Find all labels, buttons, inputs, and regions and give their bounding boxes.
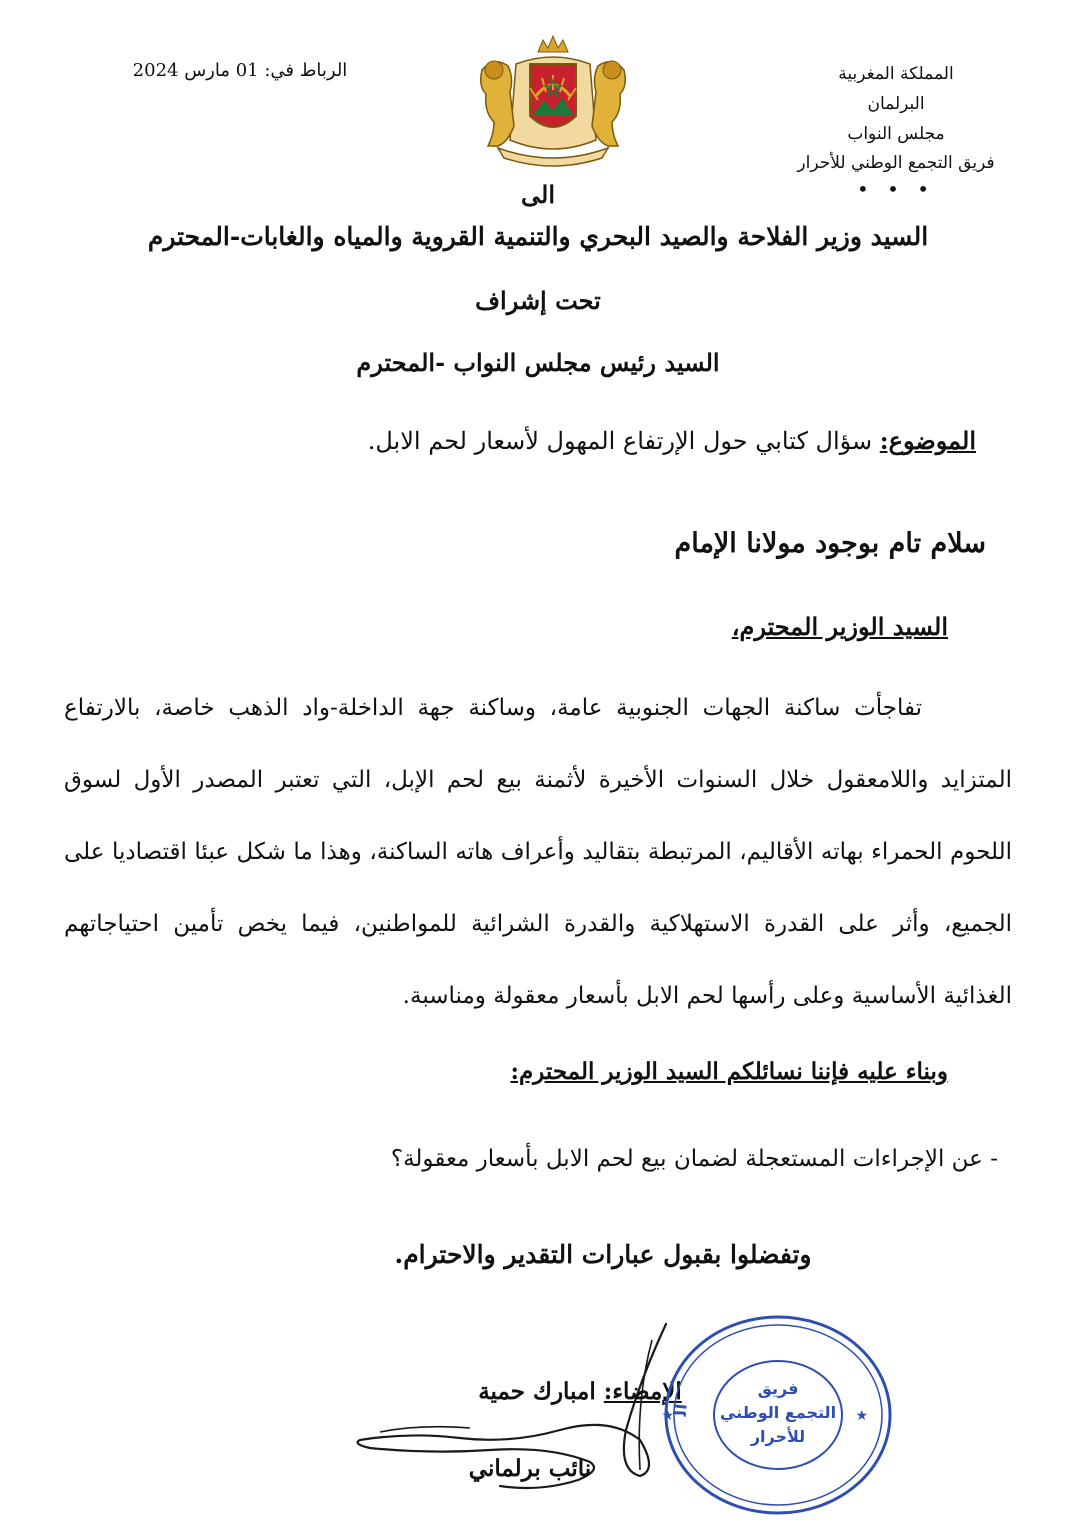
closing-line: وتفضلوا بقبول عبارات التقدير والاحترام.	[394, 1240, 812, 1269]
body-text: تفاجأت ساكنة الجهات الجنوبية عامة، وساكنة جهة الداخلة-واد الذهب خاصة، بالارتفاع المتزايد واللامعقول خلال السنوات الأخيرة لأثمنة بيع لحم الإبل، التي تعتبر المصدر الأول لسوق اللحوم الحمراء بهاته الأقاليم، المرتبطة بتقاليد وأعراف هاته الساكنة، وهذا ما شكل عبئا اقتصاديا على الجميع، وأثر على القدرة الاستهلاكية والقدرة الشرائية للمواطنين، فيما يخص تأمين احتياجاتهم الغذائية الأساسية وعلى رأسها لحم الابل بأسعار معقولة ومناسبة.	[64, 695, 1012, 1009]
body-paragraph	[64, 672, 1012, 1032]
recipient-president: السيد رئيس مجلس النواب -المحترم	[356, 348, 720, 377]
stamp-inner-line2: التجمع الوطني	[719, 1403, 837, 1422]
letterhead	[776, 60, 1016, 199]
stamp-outer-text: ال	[670, 1402, 692, 1417]
recipient-minister: السيد وزير الفلاحة والصيد البحري والتنمية القروية والمياه والغابات-المحترم	[147, 222, 929, 251]
subject-text: سؤال كتابي حول الإرتفاع المهول لأسعار لحم الابل.	[367, 427, 880, 455]
letterhead-separator: • • •	[856, 177, 936, 201]
date-line: الرباط في: 01 مارس 2024	[132, 60, 348, 81]
coat-of-arms-icon	[468, 30, 638, 170]
salutation: السيد الوزير المحترم،	[731, 612, 948, 641]
signature-label: الإمضاء:	[603, 1378, 682, 1405]
official-stamp-icon	[660, 1312, 896, 1518]
letterhead-house: مجلس النواب	[847, 123, 945, 144]
stamp-inner-line3: للأحرار	[750, 1427, 806, 1446]
greeting: سلام تام بوجود مولانا الإمام	[674, 528, 986, 559]
question-intro: وبناء عليه فإننا نسائلكم السيد الوزير المحترم:	[510, 1058, 948, 1085]
svg-text:★: ★	[855, 1408, 868, 1424]
letterhead-parliament: البرلمان	[867, 93, 925, 114]
subject-label: الموضوع:	[879, 426, 976, 455]
letterhead-kingdom: المملكة المغربية	[838, 64, 954, 84]
signature-title: نائب برلماني	[468, 1455, 592, 1482]
svg-text:★: ★	[661, 1408, 674, 1424]
recipient-to: الى	[521, 180, 555, 209]
subject-line	[368, 426, 976, 455]
signature-name: امبارك حمية	[478, 1378, 604, 1405]
recipient-under-supervision: تحت إشراف	[475, 286, 601, 315]
stamp-inner-line1: فريق	[757, 1379, 799, 1398]
question-item: - عن الإجراءات المستعجلة لضمان بيع لحم الابل بأسعار معقولة؟	[390, 1146, 998, 1172]
letterhead-team: فريق التجمع الوطني للأحرار	[797, 153, 995, 174]
